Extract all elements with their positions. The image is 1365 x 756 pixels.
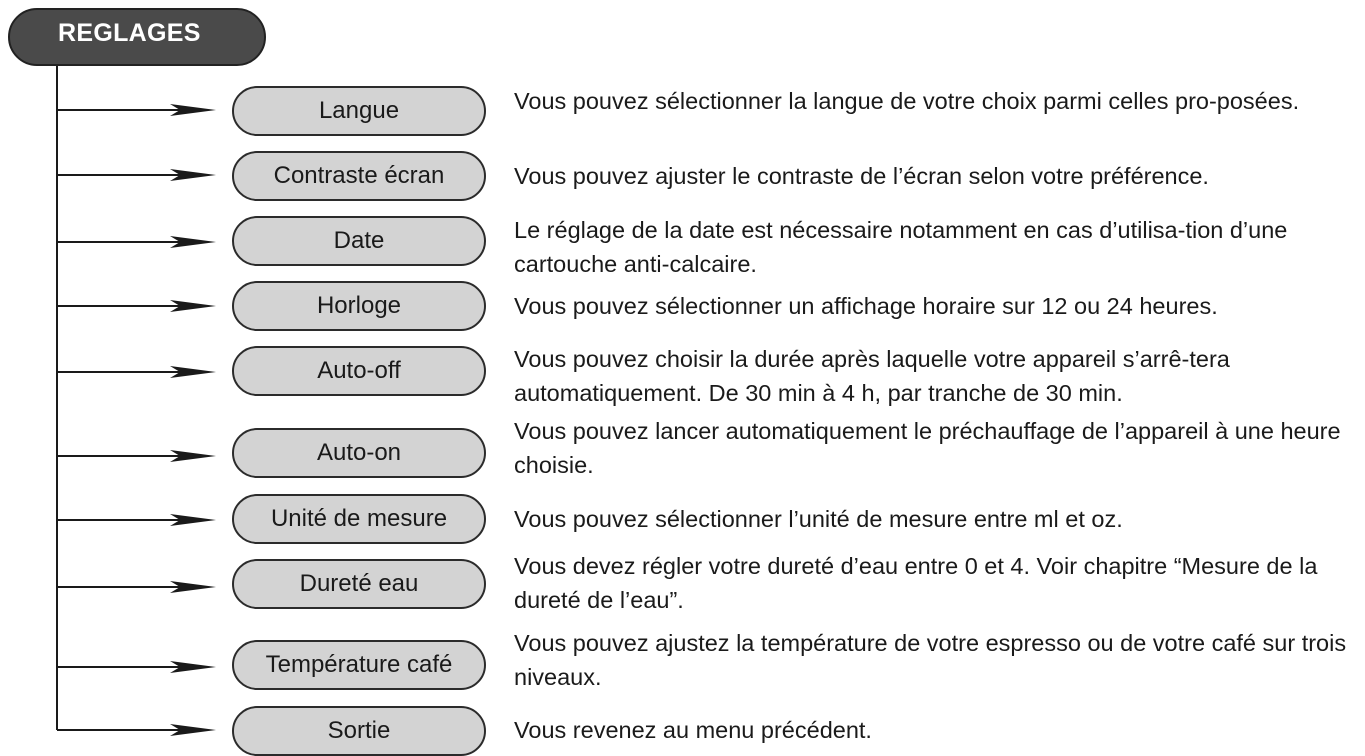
menu-item-durete-eau: Dureté eau <box>232 559 486 609</box>
description-date: Le réglage de la date est nécessaire notamment en cas d’utilisa-tion d’une cartouche anti-calcaire. <box>514 217 1288 277</box>
description-auto-off: Vous pouvez choisir la durée après laquelle votre appareil s’arrê-tera automatiquement. De 30 min à 4 h, par tranche de 30 min. <box>514 346 1230 406</box>
menu-item-unite-de-mesure: Unité de mesure <box>232 494 486 544</box>
description-temperature-cafe: Vous pouvez ajustez la température de votre espresso ou de votre café sur trois niveaux. <box>514 630 1347 690</box>
description-contraste-ecran: Vous pouvez ajuster le contraste de l’écran selon votre préférence. <box>514 163 1209 189</box>
menu-item-langue: Langue <box>232 86 486 136</box>
menu-item-temperature-cafe: Température café <box>232 640 486 690</box>
description-durete-eau: Vous devez régler votre dureté d’eau entre 0 et 4. Voir chapitre “Mesure de la dureté de l’eau”. <box>514 553 1318 613</box>
reglages-title: REGLAGES <box>58 19 201 47</box>
menu-item-date: Date <box>232 216 486 266</box>
menu-item-auto-off: Auto-off <box>232 346 486 396</box>
description-unite-de-mesure: Vous pouvez sélectionner l’unité de mesure entre ml et oz. <box>514 506 1123 532</box>
description-langue: Vous pouvez sélectionner la langue de votre choix parmi celles pro-posées. <box>514 88 1300 114</box>
menu-item-sortie: Sortie <box>232 706 486 756</box>
description-sortie: Vous revenez au menu précédent. <box>514 717 872 743</box>
menu-item-horloge: Horloge <box>232 281 486 331</box>
menu-item-contraste-ecran: Contraste écran <box>232 151 486 201</box>
description-horloge: Vous pouvez sélectionner un affichage horaire sur 12 ou 24 heures. <box>514 293 1218 319</box>
menu-item-auto-on: Auto-on <box>232 428 486 478</box>
description-auto-on: Vous pouvez lancer automatiquement le préchauffage de l’appareil à une heure choisie. <box>514 418 1341 478</box>
